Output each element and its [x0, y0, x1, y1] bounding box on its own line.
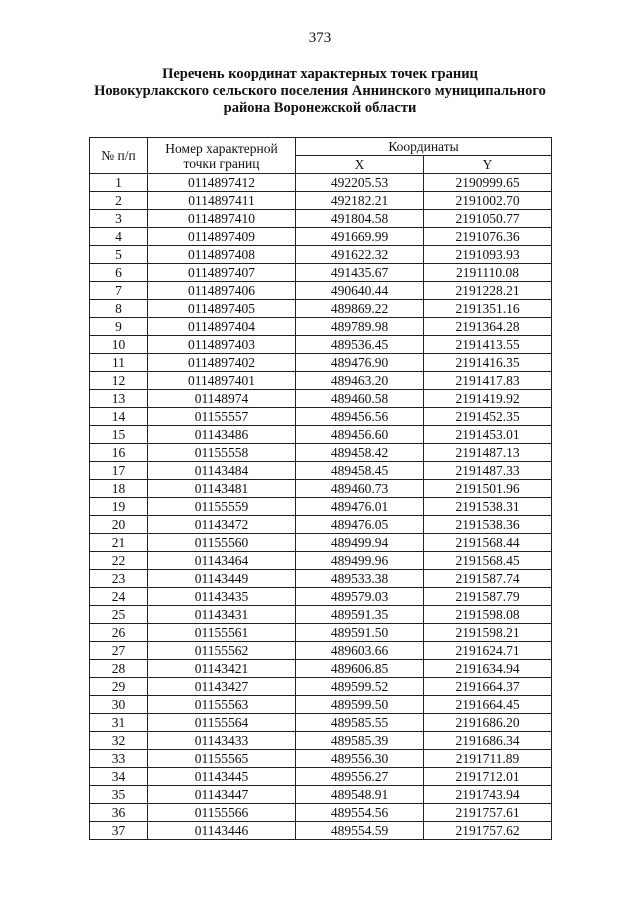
coordinates-table — [89, 137, 552, 840]
title-line-1: Перечень координат характерных точек границ — [162, 66, 478, 82]
table-row — [90, 282, 552, 300]
cell-x: 489458.42 — [296, 444, 424, 462]
table-row — [90, 750, 552, 768]
cell-row-number: 21 — [90, 534, 148, 552]
cell-row-number: 29 — [90, 678, 148, 696]
title-line-3: района Воронежской области — [223, 100, 417, 116]
table-row — [90, 678, 552, 696]
cell-x: 489554.59 — [296, 822, 424, 840]
cell-point-number: 01143449 — [148, 570, 296, 588]
table-row — [90, 552, 552, 570]
cell-point-number: 0114897402 — [148, 354, 296, 372]
cell-y: 2191598.21 — [424, 624, 552, 642]
table-row — [90, 516, 552, 534]
cell-x: 489460.58 — [296, 390, 424, 408]
cell-x: 489556.30 — [296, 750, 424, 768]
table-row — [90, 498, 552, 516]
cell-row-number: 16 — [90, 444, 148, 462]
cell-point-number: 01155566 — [148, 804, 296, 822]
cell-point-number: 01143427 — [148, 678, 296, 696]
cell-x: 489556.27 — [296, 768, 424, 786]
title-line-2: Новокурлакского сельского поселения Аннинского муниципального — [94, 83, 546, 99]
cell-point-number: 01143421 — [148, 660, 296, 678]
cell-point-number: 0114897409 — [148, 228, 296, 246]
document-title — [60, 66, 580, 117]
cell-point-number: 01143486 — [148, 426, 296, 444]
cell-y: 2191664.45 — [424, 696, 552, 714]
table-row — [90, 570, 552, 588]
cell-point-number: 0114897405 — [148, 300, 296, 318]
table-row — [90, 390, 552, 408]
cell-point-number: 01155564 — [148, 714, 296, 732]
cell-row-number: 15 — [90, 426, 148, 444]
cell-point-number: 01155563 — [148, 696, 296, 714]
cell-point-number: 01143446 — [148, 822, 296, 840]
cell-row-number: 3 — [90, 210, 148, 228]
cell-point-number: 0114897406 — [148, 282, 296, 300]
cell-row-number: 25 — [90, 606, 148, 624]
cell-point-number: 01143445 — [148, 768, 296, 786]
cell-x: 489591.50 — [296, 624, 424, 642]
cell-y: 2191110.08 — [424, 264, 552, 282]
cell-x: 489599.50 — [296, 696, 424, 714]
cell-point-number: 0114897404 — [148, 318, 296, 336]
cell-x: 491622.32 — [296, 246, 424, 264]
cell-row-number: 13 — [90, 390, 148, 408]
cell-y: 2191664.37 — [424, 678, 552, 696]
cell-point-number: 0114897403 — [148, 336, 296, 354]
cell-point-number: 01155558 — [148, 444, 296, 462]
cell-y: 2191587.74 — [424, 570, 552, 588]
table-row — [90, 336, 552, 354]
cell-x: 492205.53 — [296, 174, 424, 192]
cell-row-number: 9 — [90, 318, 148, 336]
table-row — [90, 660, 552, 678]
cell-x: 489869.22 — [296, 300, 424, 318]
cell-row-number: 8 — [90, 300, 148, 318]
table-row — [90, 642, 552, 660]
table-row — [90, 462, 552, 480]
cell-y: 2191453.01 — [424, 426, 552, 444]
cell-row-number: 14 — [90, 408, 148, 426]
cell-point-number: 0114897410 — [148, 210, 296, 228]
table-row — [90, 624, 552, 642]
table-row — [90, 372, 552, 390]
cell-y: 2191587.79 — [424, 588, 552, 606]
cell-point-number: 01143431 — [148, 606, 296, 624]
cell-x: 489476.05 — [296, 516, 424, 534]
table-row — [90, 426, 552, 444]
cell-x: 489603.66 — [296, 642, 424, 660]
cell-x: 489548.91 — [296, 786, 424, 804]
page-number: 373 — [308, 30, 332, 46]
cell-row-number: 20 — [90, 516, 148, 534]
cell-row-number: 1 — [90, 174, 148, 192]
table-row — [90, 300, 552, 318]
cell-row-number: 34 — [90, 768, 148, 786]
cell-point-number: 01143464 — [148, 552, 296, 570]
cell-row-number: 10 — [90, 336, 148, 354]
table-row — [90, 192, 552, 210]
cell-point-number: 01155557 — [148, 408, 296, 426]
cell-y: 2191076.36 — [424, 228, 552, 246]
cell-y: 2191686.20 — [424, 714, 552, 732]
cell-x: 489585.39 — [296, 732, 424, 750]
table-row — [90, 246, 552, 264]
cell-x: 491669.99 — [296, 228, 424, 246]
table-row — [90, 354, 552, 372]
cell-x: 489536.45 — [296, 336, 424, 354]
cell-y: 2191634.94 — [424, 660, 552, 678]
cell-x: 489499.96 — [296, 552, 424, 570]
cell-x: 491804.58 — [296, 210, 424, 228]
cell-point-number: 0114897407 — [148, 264, 296, 282]
cell-y: 2191598.08 — [424, 606, 552, 624]
table-row — [90, 804, 552, 822]
cell-point-number: 0114897411 — [148, 192, 296, 210]
cell-row-number: 33 — [90, 750, 148, 768]
table-row — [90, 174, 552, 192]
cell-x: 489606.85 — [296, 660, 424, 678]
cell-y: 2191711.89 — [424, 750, 552, 768]
cell-y: 2191568.44 — [424, 534, 552, 552]
cell-row-number: 37 — [90, 822, 148, 840]
cell-y: 2191050.77 — [424, 210, 552, 228]
cell-row-number: 11 — [90, 354, 148, 372]
cell-point-number: 01155565 — [148, 750, 296, 768]
cell-y: 2191757.62 — [424, 822, 552, 840]
cell-point-number: 01148974 — [148, 390, 296, 408]
cell-y: 2191686.34 — [424, 732, 552, 750]
cell-x: 489458.45 — [296, 462, 424, 480]
cell-point-number: 01143435 — [148, 588, 296, 606]
cell-row-number: 18 — [90, 480, 148, 498]
cell-row-number: 27 — [90, 642, 148, 660]
cell-y: 2191452.35 — [424, 408, 552, 426]
cell-row-number: 6 — [90, 264, 148, 282]
cell-x: 489789.98 — [296, 318, 424, 336]
header-point-number: Номер характерной точки границ — [148, 138, 296, 174]
cell-y: 2191002.70 — [424, 192, 552, 210]
cell-x: 489476.01 — [296, 498, 424, 516]
cell-y: 2191743.94 — [424, 786, 552, 804]
cell-y: 2191416.35 — [424, 354, 552, 372]
cell-y: 2191364.28 — [424, 318, 552, 336]
cell-y: 2191419.92 — [424, 390, 552, 408]
cell-row-number: 12 — [90, 372, 148, 390]
cell-x: 489585.55 — [296, 714, 424, 732]
table-row — [90, 786, 552, 804]
cell-y: 2191487.33 — [424, 462, 552, 480]
cell-row-number: 32 — [90, 732, 148, 750]
table-row — [90, 318, 552, 336]
table-row — [90, 696, 552, 714]
cell-y: 2191538.36 — [424, 516, 552, 534]
cell-point-number: 01143481 — [148, 480, 296, 498]
cell-y: 2191228.21 — [424, 282, 552, 300]
cell-x: 489599.52 — [296, 678, 424, 696]
cell-point-number: 01143433 — [148, 732, 296, 750]
cell-y: 2191351.16 — [424, 300, 552, 318]
table-row — [90, 822, 552, 840]
cell-point-number: 01143447 — [148, 786, 296, 804]
cell-point-number: 0114897401 — [148, 372, 296, 390]
cell-x: 489533.38 — [296, 570, 424, 588]
cell-x: 489456.60 — [296, 426, 424, 444]
table-row — [90, 408, 552, 426]
cell-y: 2191624.71 — [424, 642, 552, 660]
cell-x: 489591.35 — [296, 606, 424, 624]
cell-row-number: 26 — [90, 624, 148, 642]
cell-row-number: 23 — [90, 570, 148, 588]
cell-y: 2190999.65 — [424, 174, 552, 192]
cell-x: 490640.44 — [296, 282, 424, 300]
table-row — [90, 534, 552, 552]
cell-y: 2191501.96 — [424, 480, 552, 498]
cell-y: 2191538.31 — [424, 498, 552, 516]
cell-row-number: 22 — [90, 552, 148, 570]
cell-y: 2191417.83 — [424, 372, 552, 390]
cell-point-number: 01143472 — [148, 516, 296, 534]
cell-row-number: 19 — [90, 498, 148, 516]
header-row-number: № п/п — [90, 138, 148, 174]
cell-point-number: 01155561 — [148, 624, 296, 642]
cell-row-number: 35 — [90, 786, 148, 804]
table-row — [90, 606, 552, 624]
cell-point-number: 0114897412 — [148, 174, 296, 192]
cell-row-number: 31 — [90, 714, 148, 732]
table-row — [90, 480, 552, 498]
cell-x: 492182.21 — [296, 192, 424, 210]
table-row — [90, 444, 552, 462]
cell-x: 489554.56 — [296, 804, 424, 822]
cell-row-number: 28 — [90, 660, 148, 678]
header-y: Y — [424, 156, 552, 174]
cell-point-number: 01155562 — [148, 642, 296, 660]
cell-y: 2191712.01 — [424, 768, 552, 786]
cell-x: 489456.56 — [296, 408, 424, 426]
table-row — [90, 264, 552, 282]
cell-y: 2191093.93 — [424, 246, 552, 264]
cell-x: 489476.90 — [296, 354, 424, 372]
cell-x: 489463.20 — [296, 372, 424, 390]
cell-row-number: 7 — [90, 282, 148, 300]
table-row — [90, 588, 552, 606]
table-row — [90, 732, 552, 750]
cell-x: 491435.67 — [296, 264, 424, 282]
cell-point-number: 01155559 — [148, 498, 296, 516]
cell-y: 2191757.61 — [424, 804, 552, 822]
table-row — [90, 210, 552, 228]
cell-point-number: 01155560 — [148, 534, 296, 552]
header-x: X — [296, 156, 424, 174]
cell-row-number: 4 — [90, 228, 148, 246]
cell-row-number: 30 — [90, 696, 148, 714]
cell-row-number: 17 — [90, 462, 148, 480]
cell-row-number: 24 — [90, 588, 148, 606]
cell-point-number: 01143484 — [148, 462, 296, 480]
cell-x: 489499.94 — [296, 534, 424, 552]
cell-row-number: 2 — [90, 192, 148, 210]
cell-y: 2191413.55 — [424, 336, 552, 354]
header-coordinates: Координаты — [296, 138, 552, 156]
cell-y: 2191568.45 — [424, 552, 552, 570]
table-row — [90, 768, 552, 786]
cell-point-number: 0114897408 — [148, 246, 296, 264]
table-row — [90, 714, 552, 732]
cell-row-number: 5 — [90, 246, 148, 264]
cell-row-number: 36 — [90, 804, 148, 822]
cell-x: 489579.03 — [296, 588, 424, 606]
table-row — [90, 228, 552, 246]
cell-x: 489460.73 — [296, 480, 424, 498]
cell-y: 2191487.13 — [424, 444, 552, 462]
